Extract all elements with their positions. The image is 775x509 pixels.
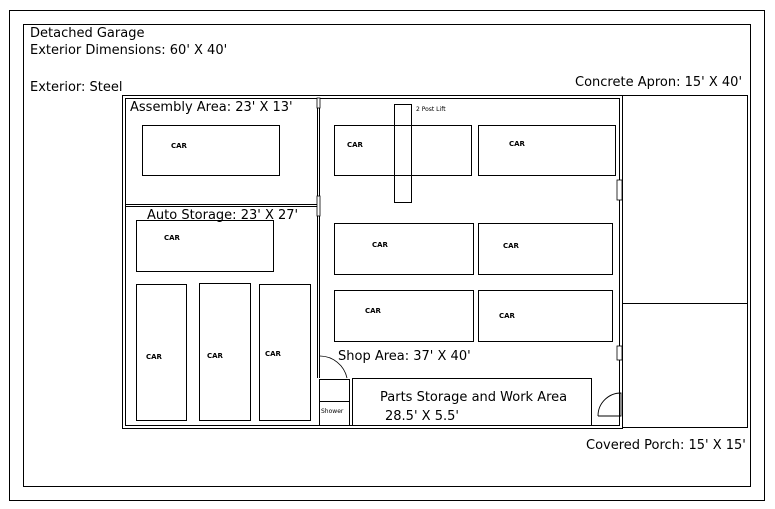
car-label: CAR — [509, 140, 525, 148]
parts-storage-label: Parts Storage and Work Area — [380, 390, 568, 405]
porch-door-swing — [598, 393, 621, 416]
car — [335, 291, 474, 342]
car-body — [143, 126, 280, 176]
title-label: Detached Garage — [30, 26, 145, 41]
car-body — [479, 224, 613, 275]
car-label: CAR — [146, 353, 162, 361]
car-label: CAR — [164, 234, 180, 242]
car — [479, 224, 613, 275]
door-jamb — [317, 196, 320, 216]
door-jamb — [317, 98, 320, 108]
car — [479, 126, 616, 176]
shower-label: Shower — [321, 408, 344, 415]
car — [200, 284, 251, 421]
car — [335, 224, 474, 275]
car-label: CAR — [372, 241, 388, 249]
car-label: CAR — [503, 242, 519, 250]
concrete-apron — [623, 96, 748, 304]
car-label: CAR — [265, 350, 281, 358]
covered-porch — [623, 304, 748, 428]
two-post-lift-label: 2 Post Lift — [416, 106, 446, 113]
car-body — [335, 224, 474, 275]
car-label: CAR — [171, 142, 187, 150]
porch-label: Covered Porch: 15' X 15' — [586, 438, 746, 453]
car — [137, 221, 274, 272]
assembly-area-label: Assembly Area: 23' X 13' — [130, 100, 293, 115]
car — [143, 126, 280, 176]
door-jamb — [617, 346, 622, 360]
apron-label: Concrete Apron: 15' X 40' — [575, 75, 743, 90]
car-label: CAR — [207, 352, 223, 360]
car — [335, 126, 472, 176]
car-label: CAR — [365, 307, 381, 315]
shop-area-label: Shop Area: 37' X 40' — [338, 349, 471, 364]
car-label: CAR — [347, 141, 363, 149]
car-label: CAR — [499, 312, 515, 320]
auto-storage-label: Auto Storage: 23' X 27' — [147, 208, 299, 223]
car-body — [137, 221, 274, 272]
door-jamb — [617, 180, 622, 200]
car-body — [479, 126, 616, 176]
car — [260, 285, 311, 421]
dimensions-label: Exterior Dimensions: 60' X 40' — [30, 43, 228, 58]
two-post-lift — [395, 105, 412, 203]
car-body — [335, 126, 472, 176]
shower — [320, 380, 350, 426]
parts-storage-dimensions: 28.5' X 5.5' — [385, 409, 459, 424]
car-body — [335, 291, 474, 342]
car — [137, 285, 187, 421]
exterior-label: Exterior: Steel — [30, 80, 123, 95]
car — [479, 291, 613, 342]
